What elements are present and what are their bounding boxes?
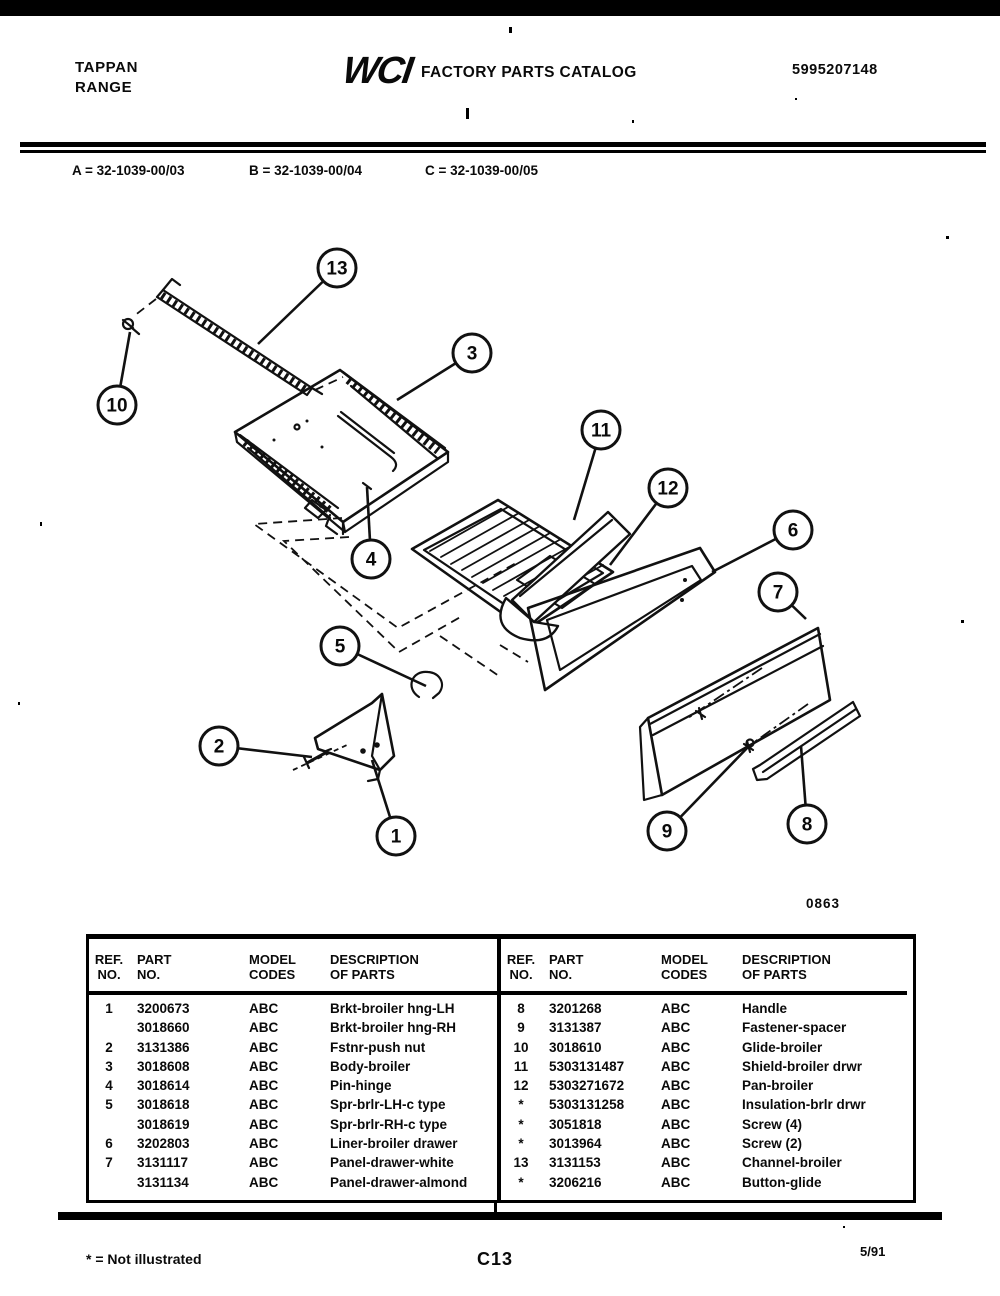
cell-part: 3018610 (549, 1039, 602, 1055)
cell-model: ABC (249, 1020, 279, 1036)
cell-model: ABC (249, 1078, 279, 1094)
cell-model: ABC (661, 1097, 691, 1113)
parts-table-left (89, 939, 497, 1200)
table-row (501, 1059, 907, 1078)
table-row (89, 1020, 497, 1039)
cell-part: 5303131487 (549, 1058, 625, 1074)
cell-part: 3018614 (137, 1078, 190, 1094)
scan-speck (946, 236, 949, 239)
cell-part: 3131134 (137, 1174, 189, 1190)
cell-part: 3018618 (137, 1097, 190, 1113)
callout-number-10: 10 (106, 395, 128, 417)
header-rule-top (20, 142, 986, 147)
table-row (501, 1175, 907, 1194)
cell-part: 3131117 (137, 1155, 189, 1171)
cell-part: 3131153 (549, 1155, 601, 1171)
table-header (89, 939, 497, 995)
scan-speck (795, 98, 797, 100)
table-row (501, 1136, 907, 1155)
cell-ref: 6 (105, 1136, 113, 1152)
table-row (501, 1040, 907, 1059)
cell-ref: 8 (517, 1001, 525, 1016)
cell-ref: 12 (513, 1078, 529, 1094)
table-body (501, 1001, 907, 1194)
column-header: DESCRIPTION OF PARTS (742, 952, 831, 982)
table-row (89, 1097, 497, 1116)
table-row (89, 1078, 497, 1097)
brand-line2: RANGE (75, 79, 133, 96)
cell-part: 3131387 (549, 1020, 602, 1036)
table-header (501, 939, 907, 995)
cell-desc: Brkt-broiler hng-RH (330, 1020, 456, 1036)
callout-number-7: 7 (772, 582, 784, 604)
callout-number-8: 8 (801, 814, 813, 836)
not-illustrated-note: * = Not illustrated (86, 1251, 202, 1267)
cell-desc: Liner-broiler drawer (330, 1136, 458, 1152)
cell-ref: 11 (513, 1058, 529, 1074)
model-c: C = 32-1039-00/05 (425, 163, 538, 178)
cell-model: ABC (661, 1058, 691, 1074)
parts-table (86, 934, 916, 1203)
cell-desc: Insulation-brlr drwr (742, 1097, 866, 1113)
cell-desc: Screw (2) (742, 1136, 803, 1152)
cell-part: 3202803 (137, 1136, 190, 1152)
column-header: DESCRIPTION OF PARTS (330, 952, 419, 982)
cell-model: ABC (661, 1136, 691, 1152)
cell-model: ABC (661, 1020, 691, 1036)
brand-line1: TAPPAN (75, 59, 139, 76)
cell-model: ABC (661, 1078, 691, 1094)
wci-logo: WCI (340, 50, 414, 92)
cell-ref: 5 (105, 1097, 113, 1113)
table-row (89, 1001, 497, 1020)
table-row (89, 1040, 497, 1059)
scan-speck (961, 620, 964, 623)
cell-ref: 2 (105, 1039, 113, 1055)
footer-rule-tick (494, 1202, 497, 1213)
figure-number: 0863 (806, 896, 841, 911)
drawer-outline-dashed (254, 518, 528, 678)
scan-speck (843, 1226, 845, 1228)
cell-desc: Panel-drawer-white (330, 1155, 454, 1171)
glide-broiler-art (123, 319, 139, 334)
callout-number-12: 12 (657, 478, 679, 500)
shield-broiler-art (500, 512, 630, 640)
cell-ref: 1 (105, 1001, 113, 1016)
callout-number-5: 5 (334, 636, 346, 658)
cell-part: 3018608 (137, 1058, 190, 1074)
revision-date: 5/91 (860, 1244, 886, 1259)
table-row (501, 1155, 907, 1174)
cell-ref: 9 (517, 1020, 525, 1036)
cell-part: 3131386 (137, 1039, 190, 1055)
table-row (89, 1175, 497, 1194)
cell-ref: * (518, 1116, 524, 1132)
cell-part: 5303271672 (549, 1078, 625, 1094)
model-b: B = 32-1039-00/04 (249, 163, 362, 178)
callout-number-9: 9 (661, 821, 673, 843)
cell-model: ABC (661, 1116, 691, 1132)
cell-part: 3051818 (549, 1116, 602, 1132)
cell-model: ABC (249, 1136, 279, 1152)
cell-desc: Body-broiler (330, 1058, 411, 1074)
cell-part: 3206216 (549, 1174, 602, 1190)
scan-top-bar (0, 0, 1000, 16)
table-row (89, 1117, 497, 1136)
cell-model: ABC (661, 1155, 691, 1171)
cell-part: 3013964 (549, 1136, 602, 1152)
cell-part: 3018660 (137, 1020, 190, 1036)
cell-part: 3201268 (549, 1001, 602, 1016)
cell-model: ABC (249, 1097, 279, 1113)
scan-speck (466, 108, 469, 119)
callout-number-6: 6 (787, 520, 799, 542)
table-row (501, 1117, 907, 1136)
table-row (501, 1097, 907, 1116)
cell-model: ABC (249, 1058, 279, 1074)
cell-ref: 13 (513, 1155, 529, 1171)
column-header: PART NO. (549, 952, 584, 982)
cell-model: ABC (249, 1001, 279, 1016)
catalog-title: FACTORY PARTS CATALOG (421, 64, 637, 81)
cell-desc: Handle (742, 1001, 788, 1016)
column-header: MODEL CODES (249, 952, 296, 982)
cell-model: ABC (249, 1155, 279, 1171)
column-header: MODEL CODES (661, 952, 708, 982)
table-row (501, 1020, 907, 1039)
column-header: REF. NO. (506, 952, 536, 982)
table-body (89, 1001, 497, 1194)
cell-part: 3018619 (137, 1116, 190, 1132)
callout-number-2: 2 (213, 736, 225, 758)
callout-number-13: 13 (326, 258, 348, 280)
header-rule-bottom (20, 150, 986, 153)
scan-speck (509, 27, 512, 33)
callout-number-3: 3 (466, 343, 478, 365)
cell-model: ABC (249, 1174, 279, 1190)
cell-desc: Panel-drawer-almond (330, 1174, 468, 1190)
cell-ref: 4 (105, 1078, 113, 1094)
panel-drawer-art (640, 628, 830, 800)
cell-ref: * (518, 1174, 524, 1190)
model-codes-line (72, 163, 932, 183)
table-row (89, 1155, 497, 1174)
cell-desc: Spr-brlr-LH-c type (330, 1097, 446, 1113)
cell-ref: 3 (105, 1058, 113, 1074)
footer-rule (58, 1212, 942, 1220)
cell-part: 5303131258 (549, 1097, 625, 1113)
cell-model: ABC (249, 1039, 279, 1055)
parts-table-right (501, 939, 907, 1200)
table-row (501, 1078, 907, 1097)
page-number: C13 (477, 1249, 514, 1269)
table-row (89, 1059, 497, 1078)
cell-model: ABC (249, 1116, 279, 1132)
cell-desc: Brkt-broiler hng-LH (330, 1001, 455, 1016)
cell-desc: Button-glide (742, 1174, 822, 1190)
cell-desc: Screw (4) (742, 1116, 803, 1132)
cell-desc: Glide-broiler (742, 1039, 823, 1055)
cell-ref: 7 (105, 1155, 113, 1171)
callout-number-11: 11 (590, 420, 612, 442)
publication-number: 5995207148 (792, 62, 878, 78)
scan-speck (18, 702, 20, 705)
cell-ref: 10 (513, 1039, 529, 1055)
cell-desc: Spr-brlr-RH-c type (330, 1116, 448, 1132)
column-header: REF. NO. (94, 952, 124, 982)
channel-broiler-art (134, 279, 343, 395)
callout-number-4: 4 (365, 549, 377, 571)
cell-part: 3200673 (137, 1001, 190, 1016)
model-a: A = 32-1039-00/03 (72, 163, 185, 178)
cell-desc: Shield-broiler drwr (742, 1058, 863, 1074)
table-row (501, 1001, 907, 1020)
scan-speck (40, 522, 42, 526)
cell-desc: Pan-broiler (742, 1078, 814, 1094)
cell-desc: Fstnr-push nut (330, 1039, 426, 1055)
callout-number-1: 1 (390, 826, 402, 848)
scan-speck (632, 120, 634, 123)
column-header: PART NO. (137, 952, 172, 982)
cell-desc: Fastener-spacer (742, 1020, 847, 1036)
cell-model: ABC (661, 1001, 691, 1016)
cell-ref: * (518, 1097, 524, 1113)
cell-model: ABC (661, 1039, 691, 1055)
brand-block (75, 58, 138, 98)
body-broiler-art (235, 370, 448, 534)
cell-desc: Channel-broiler (742, 1155, 842, 1171)
cell-ref: * (518, 1136, 524, 1152)
table-row (89, 1136, 497, 1155)
bracket-spring-art (293, 672, 442, 781)
cell-model: ABC (661, 1174, 691, 1190)
exploded-parts-diagram (60, 200, 940, 900)
cell-desc: Pin-hinge (330, 1078, 392, 1094)
